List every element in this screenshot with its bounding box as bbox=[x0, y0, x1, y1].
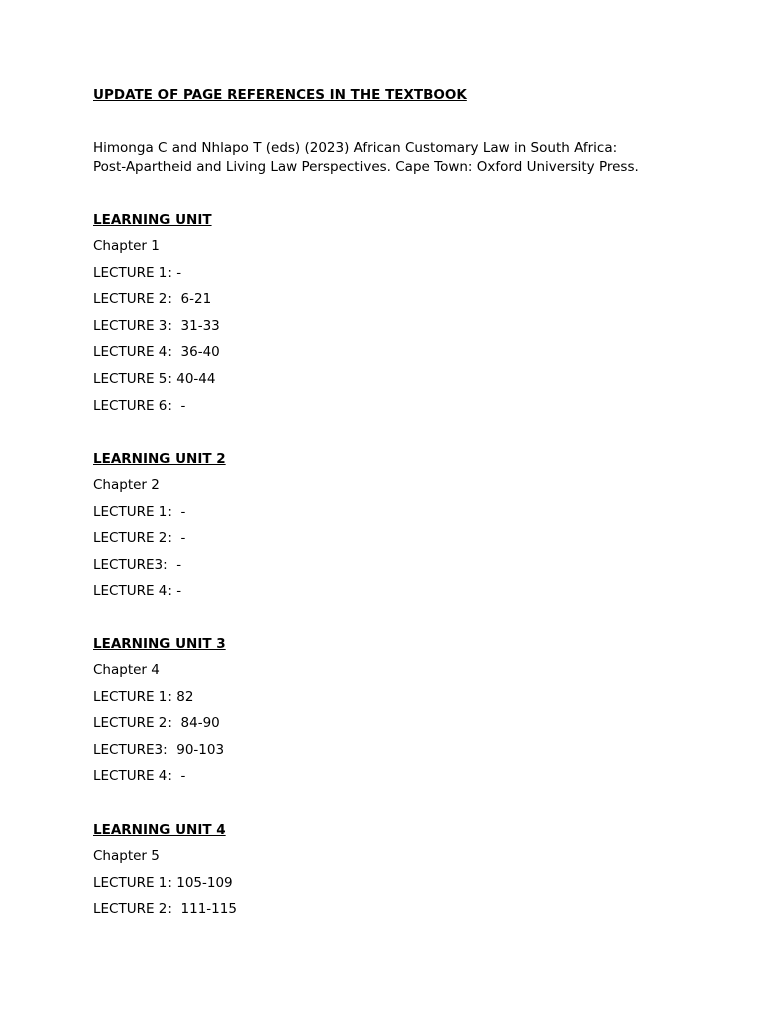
learning-unit-1-chapter: Chapter 1 bbox=[93, 238, 160, 254]
learning-unit-2-lecture-2: LECTURE 2: - bbox=[93, 530, 186, 547]
learning-unit-2-heading: LEARNING UNIT 2 bbox=[93, 451, 226, 467]
citation-line-2: Post-Apartheid and Living Law Perspectives. Cape Town: Oxford University Press. bbox=[93, 159, 639, 175]
learning-unit-1-lecture-6: LECTURE 6: - bbox=[93, 397, 186, 414]
learning-unit-3-lecture-4: LECTURE 4: - bbox=[93, 768, 186, 785]
learning-unit-1-section bbox=[93, 209, 653, 421]
learning-unit-4-lecture-1: LECTURE 1: 105-109 bbox=[93, 874, 233, 891]
document-title: UPDATE OF PAGE REFERENCES IN THE TEXTBOOK bbox=[93, 87, 467, 103]
learning-unit-4-lecture-2: LECTURE 2: 111-115 bbox=[93, 901, 237, 918]
learning-unit-2-section bbox=[93, 448, 653, 607]
learning-unit-1-lecture-3: LECTURE 3: 31-33 bbox=[93, 317, 220, 334]
learning-unit-3-section bbox=[93, 633, 653, 792]
learning-unit-1-lecture-5: LECTURE 5: 40-44 bbox=[93, 370, 216, 387]
learning-unit-2-chapter: Chapter 2 bbox=[93, 477, 160, 493]
learning-unit-1-heading: LEARNING UNIT bbox=[93, 212, 212, 228]
learning-unit-3-lecture-2: LECTURE 2: 84-90 bbox=[93, 715, 220, 732]
learning-unit-1-lecture-1: LECTURE 1: - bbox=[93, 264, 182, 281]
learning-unit-2-lecture-3: LECTURE3: - bbox=[93, 556, 182, 573]
citation-line-1: Himonga C and Nhlapo T (eds) (2023) African Customary Law in South Africa: bbox=[93, 140, 618, 156]
textbook-citation bbox=[93, 139, 733, 177]
learning-unit-4-chapter: Chapter 5 bbox=[93, 848, 160, 864]
learning-unit-3-lecture-1: LECTURE 1: 82 bbox=[93, 688, 194, 705]
learning-unit-3-lecture-3: LECTURE3: 90-103 bbox=[93, 741, 225, 758]
learning-unit-1-lecture-2: LECTURE 2: 6-21 bbox=[93, 291, 212, 308]
learning-unit-4-heading: LEARNING UNIT 4 bbox=[93, 822, 226, 838]
learning-unit-1-lecture-4: LECTURE 4: 36-40 bbox=[93, 344, 220, 361]
learning-unit-4-section bbox=[93, 819, 653, 925]
learning-unit-2-lecture-4: LECTURE 4: - bbox=[93, 583, 182, 600]
learning-unit-2-lecture-1: LECTURE 1: - bbox=[93, 503, 186, 520]
learning-unit-3-chapter: Chapter 4 bbox=[93, 662, 160, 678]
learning-unit-3-heading: LEARNING UNIT 3 bbox=[93, 636, 226, 652]
